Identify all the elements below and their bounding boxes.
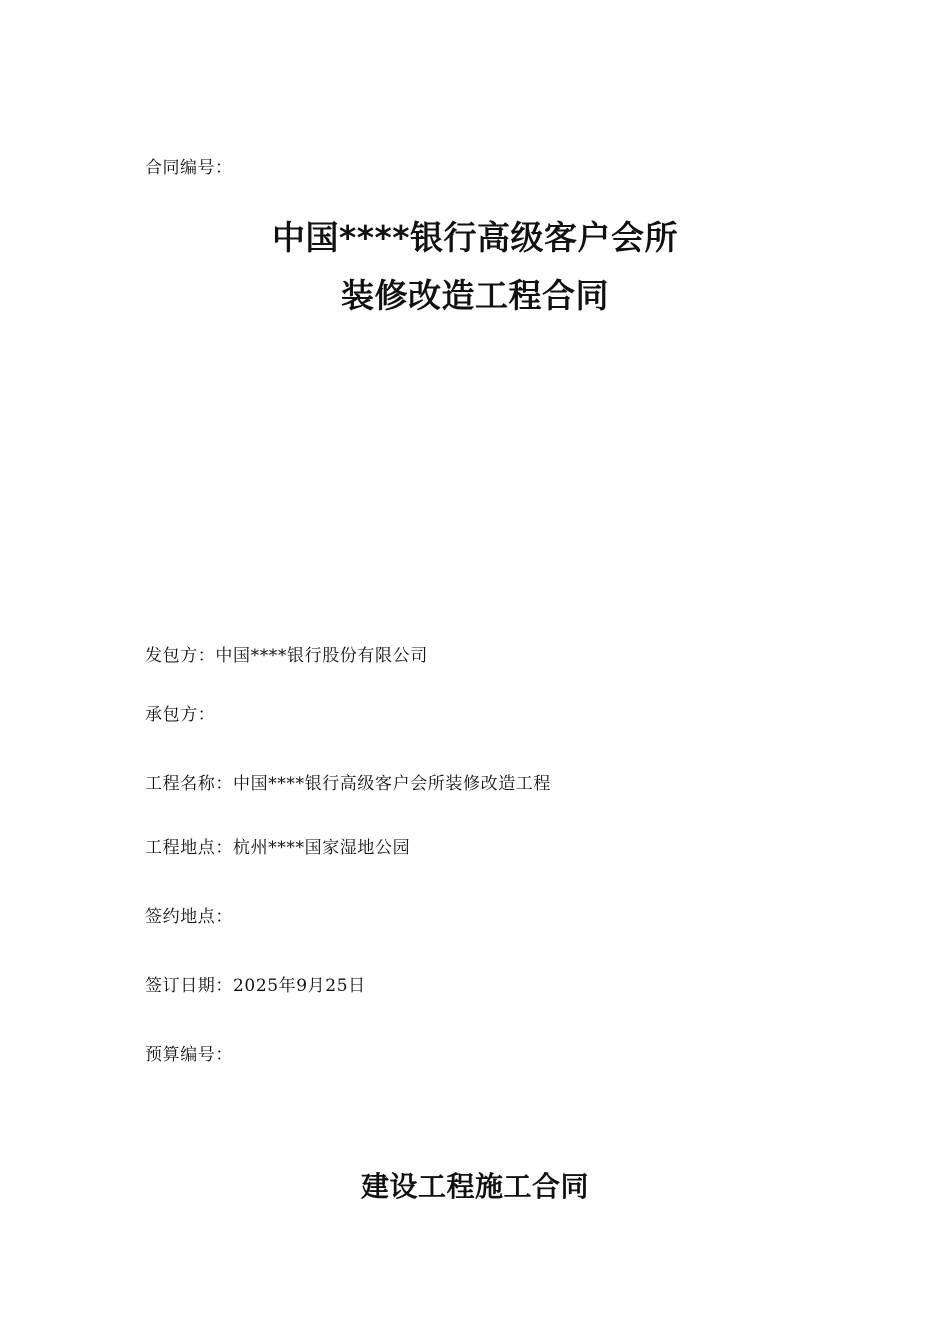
- employer-field: [145, 641, 428, 666]
- employer-label: 发包方：: [145, 646, 216, 666]
- contract-title-line-1: 中国****银行高级客户会所: [271, 218, 679, 257]
- project-location-label: 工程地点：: [145, 838, 233, 858]
- project-name-value: 中国****银行高级客户会所装修改造工程: [233, 774, 551, 794]
- project-name-label: 工程名称：: [145, 774, 233, 794]
- budget-number-label: 预算编号：: [145, 1045, 233, 1065]
- employer-value: 中国****银行股份有限公司: [215, 646, 428, 666]
- signing-date-value: 2025年9月25日: [233, 976, 366, 996]
- contractor-label: 承包方：: [145, 705, 216, 725]
- project-name-field: [145, 769, 551, 794]
- contract-number-label: 合同编号：: [145, 158, 233, 178]
- section-subtitle: 建设工程施工合同: [360, 1170, 589, 1203]
- contract-title-line-2: 装修改造工程合同: [341, 276, 609, 315]
- signing-date-field: [145, 971, 366, 996]
- signing-date-label: 签订日期：: [145, 976, 233, 996]
- project-location-field: [145, 833, 410, 858]
- signing-place-label: 签约地点：: [145, 907, 233, 927]
- budget-number-field: [145, 1040, 233, 1065]
- signing-place-field: [145, 902, 233, 927]
- project-location-value: 杭州****国家湿地公园: [233, 838, 411, 858]
- contractor-field: [145, 700, 215, 725]
